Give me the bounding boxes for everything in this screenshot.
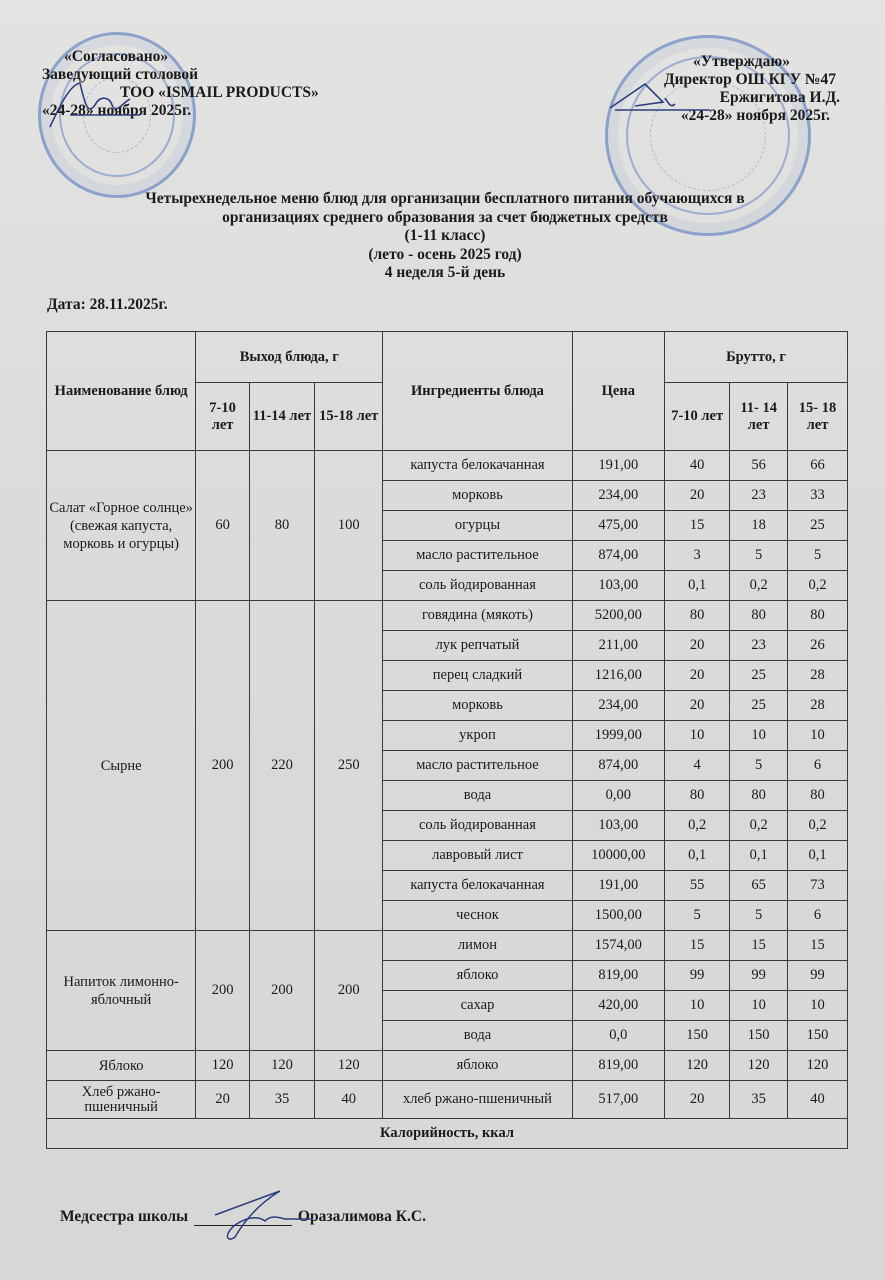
ingredient: огурцы [383, 511, 572, 541]
brutto-7-10: 55 [665, 871, 730, 901]
brutto-11-14: 0,2 [730, 571, 788, 601]
brutto-15-18: 5 [788, 541, 848, 571]
brutto-7-10: 80 [665, 781, 730, 811]
table-row [47, 931, 848, 961]
document-title [60, 190, 830, 283]
dish-yield-11-14: 80 [249, 451, 314, 601]
brutto-11-14: 10 [730, 991, 788, 1021]
ingredient: лимон [383, 931, 572, 961]
brutto-15-18: 33 [788, 481, 848, 511]
header-ingredients: Ингредиенты блюда [383, 332, 572, 451]
dish-yield-11-14: 200 [249, 931, 314, 1051]
brutto-7-10: 20 [665, 481, 730, 511]
menu-table [46, 331, 848, 1149]
brutto-11-14: 5 [730, 541, 788, 571]
table-row [47, 601, 848, 631]
brutto-11-14: 25 [730, 691, 788, 721]
brutto-7-10: 10 [665, 991, 730, 1021]
price: 1500,00 [572, 901, 665, 931]
brutto-11-14: 5 [730, 901, 788, 931]
header-dish-name: Наименование блюд [47, 332, 196, 451]
brutto-7-10: 40 [665, 451, 730, 481]
dish-yield-11-14: 120 [249, 1051, 314, 1081]
ingredient: капуста белокачанная [383, 451, 572, 481]
table-row [47, 1051, 848, 1081]
brutto-11-14: 23 [730, 631, 788, 661]
brutto-11-14: 15 [730, 931, 788, 961]
ingredient: капуста белокачанная [383, 871, 572, 901]
brutto-15-18: 10 [788, 991, 848, 1021]
agreed-position: Заведующий столовой [42, 66, 199, 83]
agreed-date: «24-28» ноября 2025г. [42, 102, 192, 119]
price: 191,00 [572, 871, 665, 901]
brutto-11-14: 5 [730, 751, 788, 781]
ingredient: укроп [383, 721, 572, 751]
brutto-7-10: 20 [665, 691, 730, 721]
brutto-15-18: 80 [788, 781, 848, 811]
brutto-15-18: 28 [788, 691, 848, 721]
brutto-15-18: 28 [788, 661, 848, 691]
table-row [47, 1081, 848, 1119]
header-brutto-age-11-14: 11- 14 лет [730, 383, 788, 451]
ingredient: масло растительное [383, 751, 572, 781]
price: 211,00 [572, 631, 665, 661]
ingredient: говядина (мякоть) [383, 601, 572, 631]
dish-yield-15-18: 250 [315, 601, 383, 931]
brutto-11-14: 25 [730, 661, 788, 691]
brutto-7-10: 15 [665, 931, 730, 961]
calories-row [47, 1119, 848, 1149]
dish-name: Напиток лимонно-яблочный [47, 931, 196, 1051]
approved-person: Ержигитова И.Д. [719, 89, 840, 106]
header-yield-age-11-14: 11-14 лет [249, 383, 314, 451]
brutto-11-14: 80 [730, 601, 788, 631]
brutto-7-10: 0,1 [665, 571, 730, 601]
ingredient: вода [383, 781, 572, 811]
approval-block-approved [610, 53, 840, 125]
price: 1574,00 [572, 931, 665, 961]
dish-yield-15-18: 100 [315, 451, 383, 601]
agreed-company: ТОО «ISMAIL PRODUCTS» [120, 84, 319, 101]
calories-label: Калорийность, ккал [47, 1119, 848, 1149]
price: 819,00 [572, 1051, 665, 1081]
ingredient: лавровый лист [383, 841, 572, 871]
title-line-1: Четырехнедельное меню блюд для организации бесплатного питания обучающихся в [145, 190, 745, 207]
ingredient: вода [383, 1021, 572, 1051]
brutto-15-18: 15 [788, 931, 848, 961]
brutto-7-10: 20 [665, 1081, 730, 1119]
price: 191,00 [572, 451, 665, 481]
brutto-11-14: 65 [730, 871, 788, 901]
brutto-11-14: 99 [730, 961, 788, 991]
brutto-11-14: 0,1 [730, 841, 788, 871]
dish-yield-7-10: 20 [196, 1081, 250, 1119]
header-yield-age-15-18: 15-18 лет [315, 383, 383, 451]
header-yield-age-7-10: 7-10 лет [196, 383, 250, 451]
price: 1216,00 [572, 661, 665, 691]
brutto-11-14: 18 [730, 511, 788, 541]
title-line-2: организациях среднего образования за счет бюджетных средств [222, 208, 668, 226]
ingredient: сахар [383, 991, 572, 1021]
nurse-name: Оразалимова К.С. [297, 1208, 426, 1225]
nurse-role: Медсестра школы [60, 1208, 189, 1225]
price: 103,00 [572, 571, 665, 601]
ingredient: масло растительное [383, 541, 572, 571]
dish-yield-7-10: 120 [196, 1051, 250, 1081]
dish-yield-11-14: 220 [249, 601, 314, 931]
brutto-7-10: 3 [665, 541, 730, 571]
ingredient: хлеб ржано-пшеничный [383, 1081, 572, 1119]
signature-underline [194, 1225, 292, 1226]
price: 0,00 [572, 781, 665, 811]
price: 420,00 [572, 991, 665, 1021]
brutto-11-14: 23 [730, 481, 788, 511]
brutto-7-10: 120 [665, 1051, 730, 1081]
brutto-7-10: 99 [665, 961, 730, 991]
approved-heading: «Утверждаю» [692, 53, 790, 70]
agreed-heading: «Согласовано» [64, 48, 169, 65]
ingredient: морковь [383, 691, 572, 721]
brutto-11-14: 150 [730, 1021, 788, 1051]
brutto-15-18: 6 [788, 901, 848, 931]
price: 234,00 [572, 481, 665, 511]
dish-yield-7-10: 200 [196, 931, 250, 1051]
price: 874,00 [572, 751, 665, 781]
dish-yield-15-18: 200 [315, 931, 383, 1051]
ingredient: соль йодированная [383, 571, 572, 601]
brutto-15-18: 0,1 [788, 841, 848, 871]
brutto-15-18: 0,2 [788, 571, 848, 601]
ingredient: лук репчатый [383, 631, 572, 661]
brutto-7-10: 15 [665, 511, 730, 541]
dish-yield-15-18: 120 [315, 1051, 383, 1081]
brutto-7-10: 80 [665, 601, 730, 631]
ingredient: морковь [383, 481, 572, 511]
brutto-7-10: 20 [665, 631, 730, 661]
price: 475,00 [572, 511, 665, 541]
brutto-15-18: 120 [788, 1051, 848, 1081]
price: 10000,00 [572, 841, 665, 871]
title-week-day: 4 неделя 5-й день [384, 264, 506, 281]
brutto-7-10: 5 [665, 901, 730, 931]
title-grades: (1-11 класс) [404, 227, 486, 244]
dish-yield-7-10: 60 [196, 451, 250, 601]
price: 1999,00 [572, 721, 665, 751]
brutto-11-14: 0,2 [730, 811, 788, 841]
ingredient: соль йодированная [383, 811, 572, 841]
header-yield: Выход блюда, г [196, 332, 383, 383]
dish-yield-7-10: 200 [196, 601, 250, 931]
dish-name: Хлеб ржано-пшеничный [47, 1081, 196, 1119]
brutto-15-18: 25 [788, 511, 848, 541]
brutto-15-18: 73 [788, 871, 848, 901]
brutto-11-14: 10 [730, 721, 788, 751]
price: 517,00 [572, 1081, 665, 1119]
brutto-7-10: 0,2 [665, 811, 730, 841]
brutto-15-18: 150 [788, 1021, 848, 1051]
brutto-15-18: 80 [788, 601, 848, 631]
brutto-11-14: 80 [730, 781, 788, 811]
approved-position: Директор ОШ КГУ №47 [663, 71, 836, 88]
table-row [47, 451, 848, 481]
approved-date: «24-28» ноября 2025г. [680, 107, 830, 124]
brutto-15-18: 0,2 [788, 811, 848, 841]
header-brutto-age-15-18: 15- 18 лет [788, 383, 848, 451]
dish-yield-11-14: 35 [249, 1081, 314, 1119]
price: 103,00 [572, 811, 665, 841]
brutto-7-10: 20 [665, 661, 730, 691]
menu-date: Дата: 28.11.2025г. [47, 296, 168, 313]
brutto-15-18: 40 [788, 1081, 848, 1119]
dish-name: Салат «Горное солнце» (свежая капуста, морковь и огурцы) [47, 451, 196, 601]
price: 874,00 [572, 541, 665, 571]
brutto-7-10: 150 [665, 1021, 730, 1051]
ingredient: яблоко [383, 961, 572, 991]
dish-name: Сырне [47, 601, 196, 931]
ingredient: перец сладкий [383, 661, 572, 691]
brutto-11-14: 35 [730, 1081, 788, 1119]
price: 0,0 [572, 1021, 665, 1051]
ingredient: яблоко [383, 1051, 572, 1081]
brutto-11-14: 120 [730, 1051, 788, 1081]
title-season: (лето - осень 2025 год) [368, 245, 522, 263]
ingredient: чеснок [383, 901, 572, 931]
brutto-15-18: 66 [788, 451, 848, 481]
brutto-15-18: 26 [788, 631, 848, 661]
header-brutto: Брутто, г [665, 332, 848, 383]
approval-block-agreed [42, 48, 319, 120]
dish-yield-15-18: 40 [315, 1081, 383, 1119]
brutto-15-18: 10 [788, 721, 848, 751]
brutto-15-18: 99 [788, 961, 848, 991]
price: 234,00 [572, 691, 665, 721]
dish-name: Яблоко [47, 1051, 196, 1081]
brutto-7-10: 10 [665, 721, 730, 751]
brutto-15-18: 6 [788, 751, 848, 781]
nurse-signature-line [60, 1208, 426, 1226]
header-price: Цена [572, 332, 665, 451]
brutto-11-14: 56 [730, 451, 788, 481]
price: 5200,00 [572, 601, 665, 631]
brutto-7-10: 0,1 [665, 841, 730, 871]
header-brutto-age-7-10: 7-10 лет [665, 383, 730, 451]
price: 819,00 [572, 961, 665, 991]
brutto-7-10: 4 [665, 751, 730, 781]
